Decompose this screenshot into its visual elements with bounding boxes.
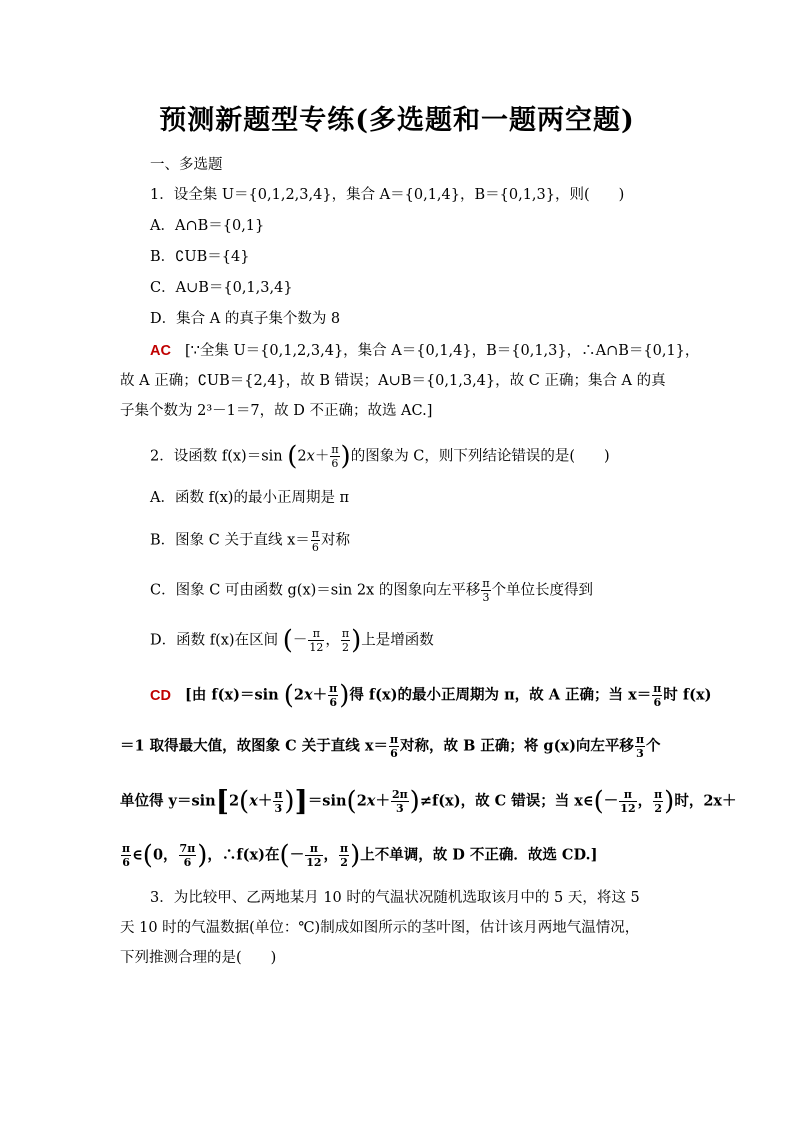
q2-c-pre: C．图象 C 可由函数 g(x)＝sin 2x 的图象向左平移 xyxy=(150,582,481,599)
q2-answer-line3: 单位得 y＝sin[2(x＋ $\frac{\pi}{3}$ )]＝sin(2x＋ $\frac{2\pi}{3}$ )≠f(x)，故 C 错误；当 x∈(－ $\frac{\pi}{12}$ ， $\frac{\pi}{2}$ )时，2x＋ xyxy=(120,784,737,818)
fraction-2pi-3: $\frac{2\pi}{3}$ xyxy=(391,788,408,815)
q2-ans-2a: ＝1 取得最大值，故图象 C 关于直线 x＝ xyxy=(120,737,388,755)
fraction-pi-3: $\frac{\pi}{3}$ xyxy=(635,733,644,760)
q2-stem-post: 的图象为 C，则下列结论错误的是( ) xyxy=(350,448,610,465)
q2-d-post: 上是增函数 xyxy=(361,632,434,649)
q1-option-d: D．集合 A 的真子集个数为 8 xyxy=(150,311,341,327)
q2-ans-1a: [由 f(x)＝sin xyxy=(184,686,279,704)
fraction-pi-2: $\frac{\pi}{2}$ xyxy=(341,627,350,654)
fraction-pi-6: $\frac{\pi}{6}$ xyxy=(311,527,319,554)
q2-option-b xyxy=(150,527,350,554)
fraction-pi-3: $\frac{\pi}{3}$ xyxy=(482,577,490,604)
q2-stem-pre: 2．设函数 f(x)＝sin xyxy=(150,448,283,465)
q2-answer-line2 xyxy=(120,733,661,760)
fraction-pi-6: $\frac{\pi}{6}$ xyxy=(329,682,338,709)
q2-answer-label: CD xyxy=(150,687,171,704)
q2-c-post: 个单位长度得到 xyxy=(491,582,594,599)
q2-ans-3c: ≠f(x)，故 C 错误；当 x∈ xyxy=(419,792,594,810)
q2-ans-3d: 时，2x＋ xyxy=(674,792,737,810)
q2-b-pre: B．图象 C 关于直线 x＝ xyxy=(150,532,310,549)
fraction-pi-6: $\frac{\pi}{6}$ xyxy=(389,733,399,760)
q2-d-pre: D．函数 f(x)在区间 xyxy=(150,632,279,649)
section-heading: 一、多选题 xyxy=(150,157,223,173)
q1-answer-label: AC xyxy=(150,343,171,359)
q1-option-a: A．A∩B＝{0,1} xyxy=(150,218,265,234)
q3-line1: 3．为比较甲、乙两地某月 10 时的气温状况随机选取该月中的 5 天，将这 5 xyxy=(150,890,640,906)
q2-answer-line4: $\frac{\pi}{6}$ ∈(0， $\frac{7\pi}{6}$ )，∴f(x)在(－ $\frac{\pi}{12}$ ， $\frac{\pi}{2}$ )上不单调，故 D 不正确．故选 CD.] xyxy=(122,840,598,871)
q2-ans-4b: ，∴f(x)在 xyxy=(207,846,280,864)
q1-stem: 1．设全集 U＝{0,1,2,3,4}，集合 A＝{0,1,4}，B＝{0,1,3}，则( ) xyxy=(150,187,625,203)
fraction-pi-2: $\frac{\pi}{2}$ xyxy=(654,788,663,815)
q1-answer-line3: 子集个数为 2³－1＝7，故 D 不正确；故选 AC.] xyxy=(120,403,433,419)
fraction-pi-6: $\frac{\pi}{6}$ xyxy=(122,842,131,869)
q2-option-d: D．函数 f(x)在区间 (－ $\frac{\pi}{12}$ ， $\frac{\pi}{2}$ )上是增函数 xyxy=(150,625,434,656)
q1-answer-line1 xyxy=(150,341,699,361)
fraction-7pi-6: $\frac{7\pi}{6}$ xyxy=(179,842,196,869)
q2-b-post: 对称 xyxy=(321,532,350,549)
q2-ans-4a: ∈ xyxy=(132,846,143,864)
q3-line2: 天 10 时的气温数据(单位：℃)制成如图所示的茎叶图，估计该月两地气温情况， xyxy=(120,920,640,936)
q2-ans-2c: 个 xyxy=(646,737,661,755)
q2-ans-1b: 得 f(x)的最小正周期为 π，故 A 正确；当 x＝ xyxy=(349,686,652,704)
fraction-pi-3: $\frac{\pi}{3}$ xyxy=(274,788,283,815)
fraction-pi-6: $\frac{\pi}{6}$ xyxy=(653,682,662,709)
q2-ans-4c: 上不单调，故 D 不正确．故选 CD.] xyxy=(360,846,598,864)
fraction-pi-12: $\frac{\pi}{12}$ xyxy=(309,627,324,654)
q1-option-b: B．∁UB＝{4} xyxy=(150,249,250,265)
q2-stem: 2．设函数 f(x)＝sin (2x＋ $\frac{\pi}{6}$ )的图象为 C，则下列结论错误的是( ) xyxy=(150,441,610,472)
fraction-pi-6: $\frac{\pi}{6}$ xyxy=(331,443,339,470)
q2-ans-3b: ＝sin xyxy=(307,792,347,810)
page-title: 预测新题型专练(多选题和一题两空题) xyxy=(159,105,635,136)
q2-option-c xyxy=(150,577,593,604)
fraction-pi-2: $\frac{\pi}{2}$ xyxy=(340,842,349,869)
q1-option-c: C．A∪B＝{0,1,3,4} xyxy=(150,280,293,296)
fraction-pi-12: $\frac{\pi}{12}$ xyxy=(620,788,636,815)
q3-line3: 下列推测合理的是( ) xyxy=(120,950,277,966)
fraction-pi-12: $\frac{\pi}{12}$ xyxy=(306,842,322,869)
q1-answer-text: [∵全集 U＝{0,1,2,3,4}，集合 A＝{0,1,4}，B＝{0,1,3}，∴A∩B＝{0,1}， xyxy=(184,343,700,359)
q2-answer-line1: CD [由 f(x)＝sin (2x＋ $\frac{\pi}{6}$ )得 f(x)的最小正周期为 π，故 A 正确；当 x＝ $\frac{\pi}{6}$ 时 f(x) xyxy=(150,680,712,711)
q2-option-a: A．函数 f(x)的最小正周期是 π xyxy=(150,490,350,506)
q2-ans-2b: 对称，故 B 正确；将 g(x)向左平移 xyxy=(400,737,634,755)
q2-ans-1c: 时 f(x) xyxy=(663,686,712,704)
q1-answer-line2: 故 A 正确；∁UB＝{2,4}，故 B 错误；A∪B＝{0,1,3,4}，故 C 正确；集合 A 的真 xyxy=(120,373,666,389)
q2-ans-3a: 单位得 y＝sin xyxy=(120,792,216,810)
